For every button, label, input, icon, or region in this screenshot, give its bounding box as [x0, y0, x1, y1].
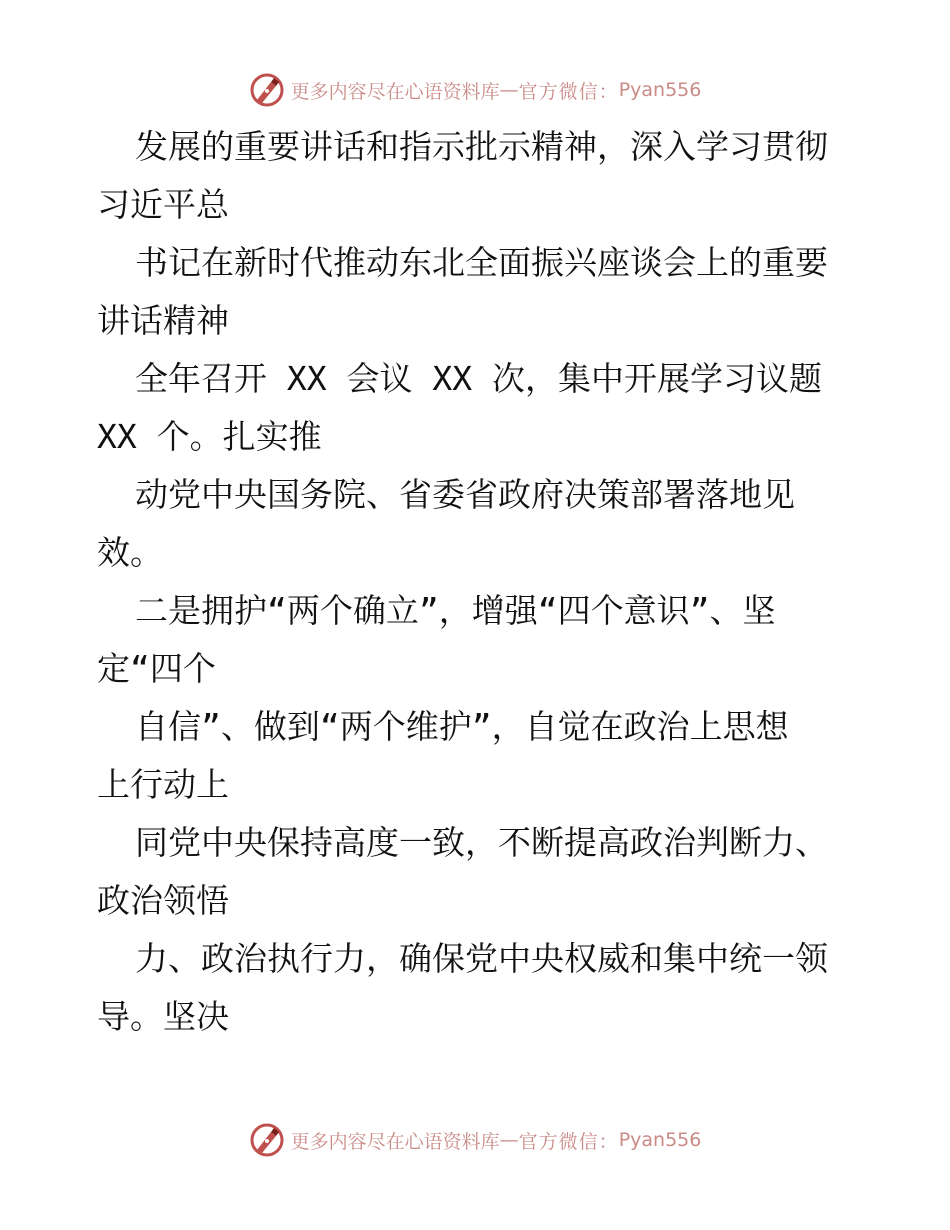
text-line: 力、政治执行力，确保党中央权威和集中统一领 [135, 939, 828, 978]
text-line: 全年召开 XX 会议 XX 次，集中开展学习议题 [135, 359, 822, 398]
pen-logo-icon [249, 1122, 285, 1158]
text-line: 二是拥护“两个确立”，增强“四个意识”、坚 [135, 591, 776, 630]
watermark-id: Pyan556 [618, 79, 702, 101]
text-line: 讲话精神 [97, 301, 229, 340]
text-line: 上行动上 [97, 765, 229, 804]
text-line: 效。 [97, 533, 163, 572]
watermark-main-text: 更多内容尽在心语资料库 [290, 80, 500, 103]
watermark-label: 官方微信： [518, 1130, 619, 1153]
text-line: 同党中央保持高度一致，不断提高政治判断力、 [135, 823, 828, 862]
watermark-id: Pyan556 [618, 1129, 702, 1151]
text-line: 动党中央国务院、省委省政府决策部署落地见 [135, 475, 795, 514]
watermark-label: 官方微信： [518, 80, 619, 103]
header-watermark [0, 70, 950, 110]
pen-logo-icon [249, 72, 285, 108]
text-line: XX 个。扎实推 [97, 417, 322, 456]
watermark-main-text: 更多内容尽在心语资料库 [290, 1130, 500, 1153]
text-line: 导。坚决 [97, 997, 229, 1036]
text-line: 政治领悟 [97, 881, 229, 920]
text-line: 习近平总 [97, 185, 229, 224]
text-line: 发展的重要讲话和指示批示精神，深入学习贯彻 [135, 127, 828, 166]
watermark-separator: — [499, 1129, 519, 1151]
footer-watermark [0, 1120, 950, 1160]
watermark-separator: — [499, 79, 519, 101]
text-line: 定“四个 [97, 649, 216, 688]
text-line: 书记在新时代推动东北全面振兴座谈会上的重要 [135, 243, 828, 282]
text-line: 自信”、做到“两个维护”，自觉在政治上思想 [135, 707, 789, 746]
body-text [97, 118, 857, 1046]
